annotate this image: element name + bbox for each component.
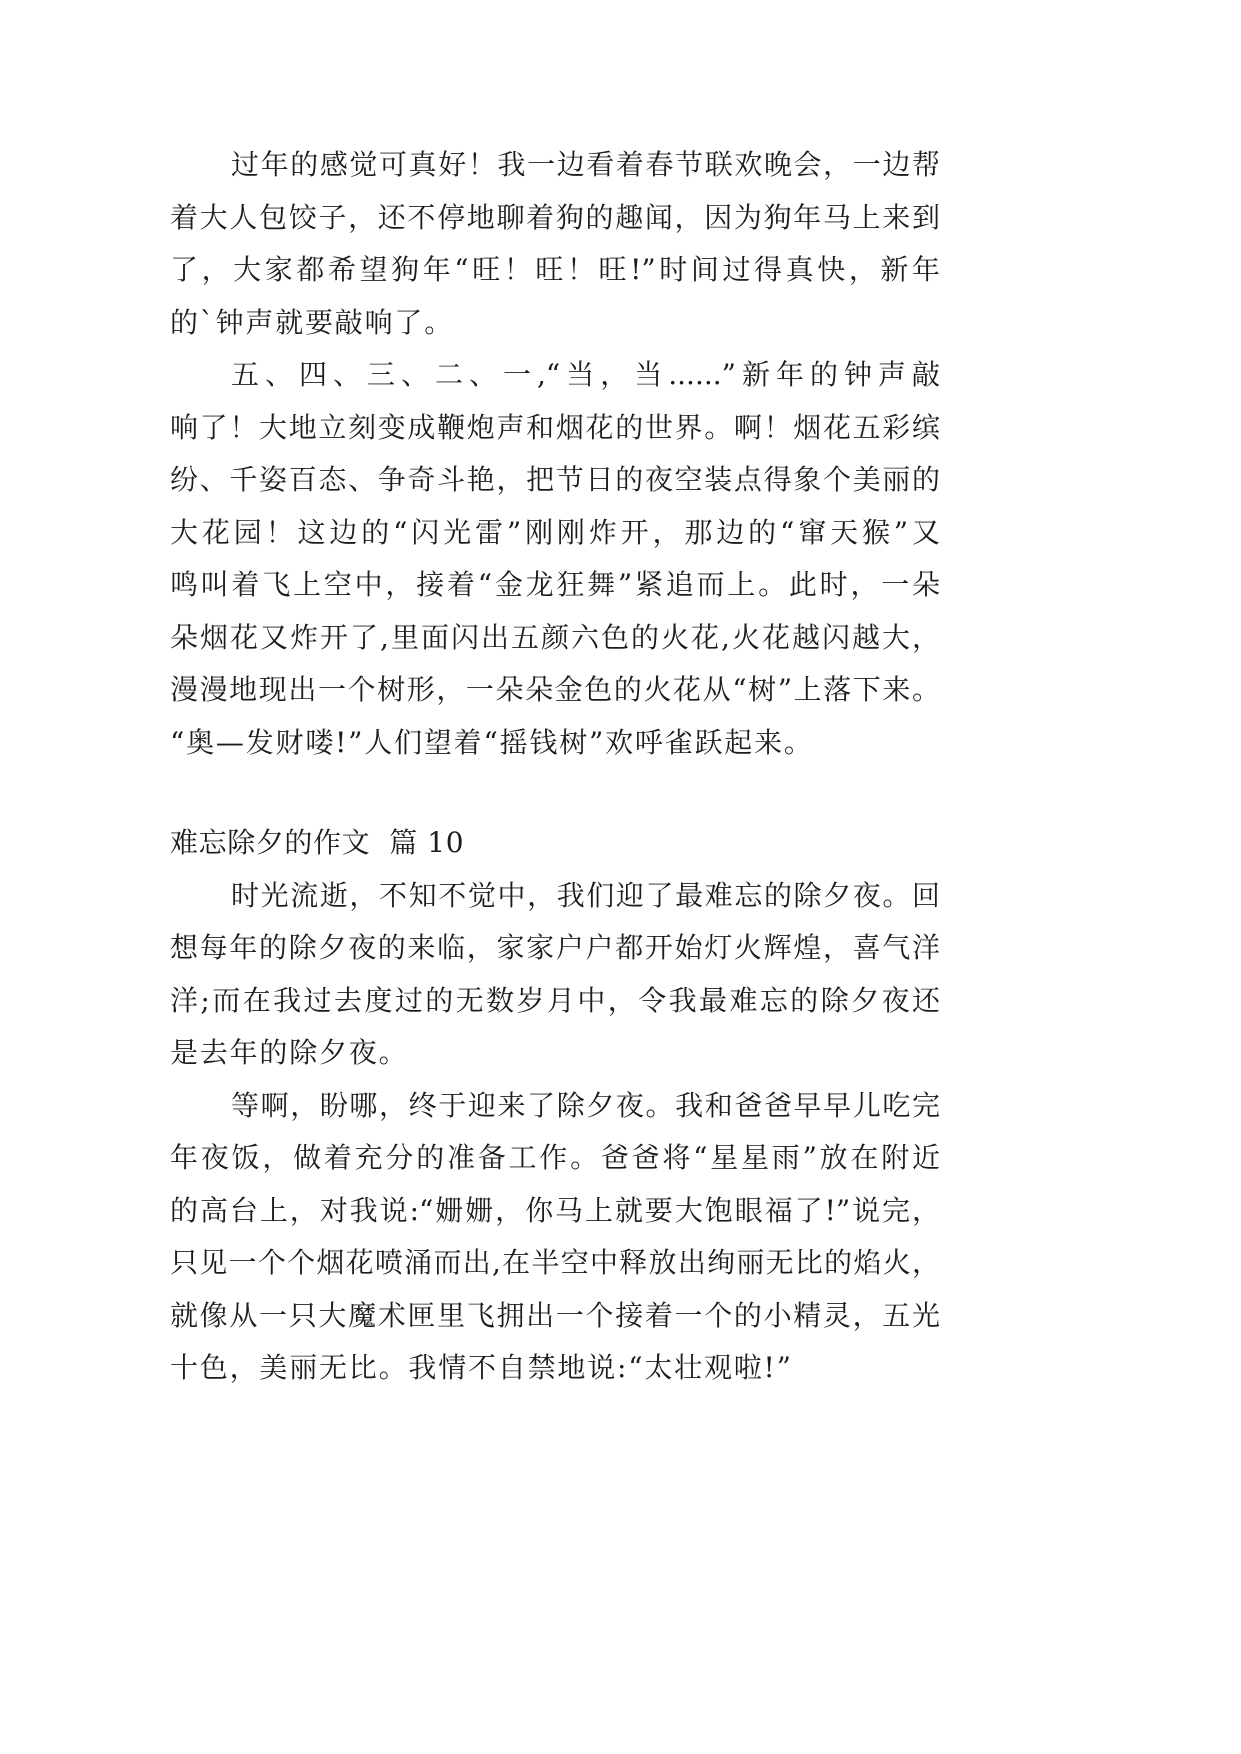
section-heading: 难忘除夕的作文 篇 10 [170,826,465,859]
text-line: 了，大家都希望狗年“旺！旺！旺!”时间过得真快，新年 [170,253,940,286]
text-line: 的`钟声就要敲响了。 [170,305,455,339]
text-line: 时光流逝，不知不觉中，我们迎了最难忘的除夕夜。回 [231,878,940,912]
text-line: “奥—发财喽!”人们望着“摇钱树”欢呼雀跃起来。 [170,725,814,759]
text-line: 响了！大地立刻变成鞭炮声和烟花的世界。啊！烟花五彩缤 [170,410,940,444]
text-line: 等啊，盼哪，终于迎来了除夕夜。我和爸爸早早儿吃完 [231,1088,940,1122]
text-line: 就像从一只大魔术匣里飞拥出一个接着一个的小精灵，五光 [170,1298,940,1332]
text-line: 年夜饭，做着充分的准备工作。爸爸将“星星雨”放在附近 [170,1141,940,1174]
text-line: 漫漫地现出一个树形，一朵朵金色的火花从“树”上落下来。 [170,673,940,706]
text-line: 大花园！这边的“闪光雷”刚刚炸开，那边的“窜天猴”又 [170,515,940,549]
text-line: 纷、千姿百态、争奇斗艳，把节日的夜空装点得象个美丽的 [170,463,940,496]
paragraph [170,139,940,349]
paragraph [170,349,940,769]
text-line: 着大人包饺子，还不停地聊着狗的趣闻，因为狗年马上来到 [170,200,940,234]
text-line: 五、四、三、二、一,“当，当......”新年的钟声敲 [231,358,940,391]
text-line: 过年的感觉可真好！我一边看着春节联欢晚会，一边帮 [231,148,940,181]
text-line: 朵烟花又炸开了,里面闪出五颜六色的火花,火花越闪越大， [170,620,940,654]
text-line: 只见一个个烟花喷涌而出,在半空中释放出绚丽无比的焰火， [170,1246,940,1279]
text-line: 的高台上，对我说:“姗姗，你马上就要大饱眼福了!”说完， [170,1193,940,1227]
text-line: 十色，美丽无比。我情不自禁地说:“太壮观啦!” [170,1351,793,1384]
paragraph [170,1080,940,1395]
text-line: 想每年的除夕夜的来临，家家户户都开始灯火辉煌，喜气洋 [170,931,940,964]
text-line: 是去年的除夕夜。 [170,1036,409,1069]
document-body [170,139,940,1395]
text-line: 鸣叫着飞上空中，接着“金龙狂舞”紧追而上。此时，一朵 [170,568,940,601]
text-line: 洋;而在我过去度过的无数岁月中，令我最难忘的除夕夜还 [170,983,940,1017]
paragraph [170,870,940,1080]
